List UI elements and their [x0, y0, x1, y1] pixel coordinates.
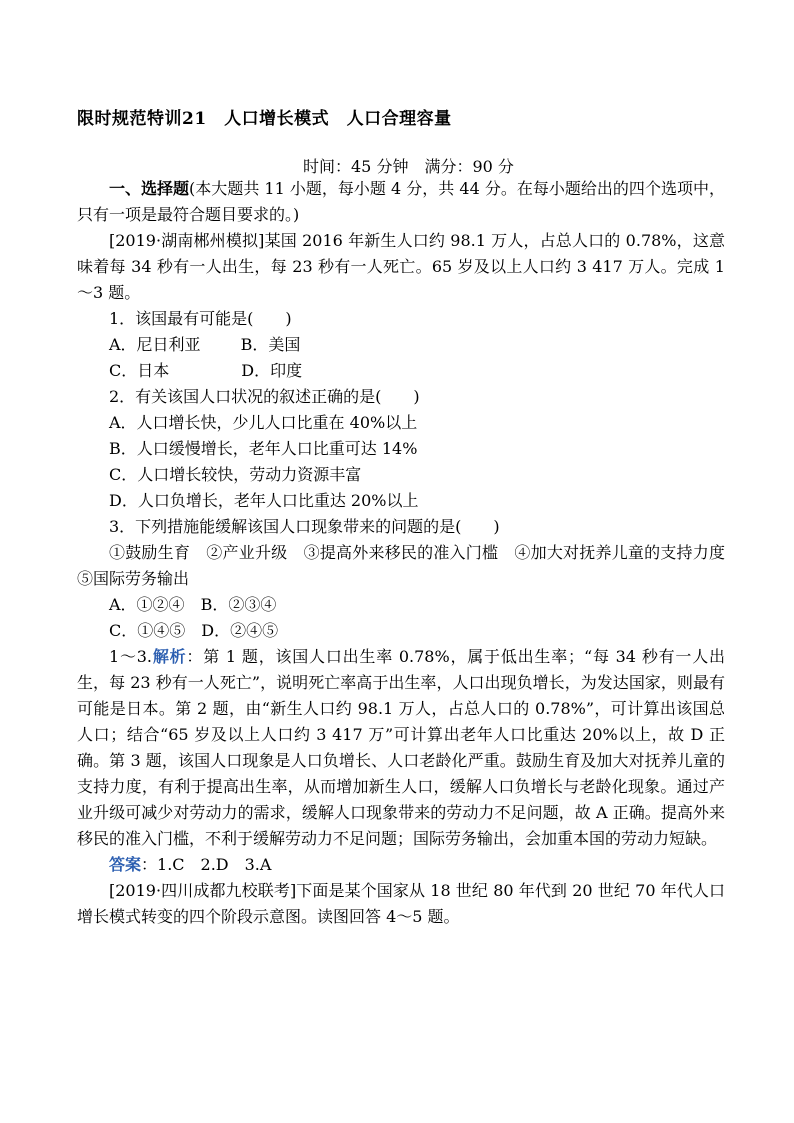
q3-option-c: C．①④⑤ — [109, 621, 186, 640]
section-title: 一、选择题 — [109, 179, 190, 198]
material-paragraph-1: [2019·湖南郴州模拟]某国 2016 年新生人口约 98.1 万人，占总人口的 0.78%，这意味着每 34 秒有一人出生，每 23 秒有一人死亡。65 岁及以上人口约 3 417 万人。完成 1～3 题。 — [77, 231, 725, 302]
question-3-options-row-1 — [77, 592, 725, 618]
q2-option-b: B．人口缓慢增长，老年人口比重可达 14% — [109, 439, 418, 458]
question-1-stem: 1．该国最有可能是( ) — [109, 309, 292, 328]
question-1-options-row-2 — [77, 358, 725, 384]
q2-option-a: A．人口增长快，少儿人口比重在 40%以上 — [109, 413, 418, 432]
q2-option-c: C．人口增长较快，劳动力资源丰富 — [109, 465, 362, 484]
analysis-label: 解析 — [152, 647, 187, 666]
answer-text: ：1.C 2.D 3.A — [141, 855, 272, 874]
question-1-options-row-1 — [77, 332, 725, 358]
section-instructions: (本大题共 11 小题，每小题 4 分，共 44 分。在每小题给出的四个选项中，只有一项是最符合题目要求的。) — [77, 179, 725, 224]
document-body — [77, 176, 742, 930]
question-3-items: ①鼓励生育 ②产业升级 ③提高外来移民的准入门槛 ④加大对抚养儿童的支持力度 ⑤国际劳务输出 — [77, 543, 742, 588]
q1-option-a: A．尼日利亚 — [109, 335, 201, 354]
question-3-options-row-2 — [77, 618, 725, 644]
question-3-stem: 3．下列措施能缓解该国人口现象带来的问题的是( ) — [109, 517, 500, 536]
time-info: 时间：45 分钟 满分：90 分 — [303, 157, 514, 176]
analysis-range: 1～3. — [109, 647, 153, 666]
page-title: 限时规范特训21 人口增长模式 人口合理容量 — [77, 109, 452, 129]
material-paragraph-2: [2019·四川成都九校联考]下面是某个国家从 18 世纪 80 年代到 20 世纪 70 年代人口增长模式转变的四个阶段示意图。读图回答 4～5 题。 — [77, 881, 725, 926]
section-heading — [77, 176, 725, 228]
q3-option-a: A．①②④ — [109, 595, 185, 614]
answer-label: 答案 — [109, 855, 142, 874]
q1-option-d: D．印度 — [241, 361, 303, 380]
q1-option-c: C．日本 — [109, 361, 170, 380]
q3-option-b: B．②③④ — [200, 595, 277, 614]
q2-option-d: D．人口负增长，老年人口比重达 20%以上 — [109, 491, 419, 510]
q1-option-b: B．美国 — [240, 335, 301, 354]
analysis-text: ：第 1 题，该国人口出生率 0.78%，属于低出生率；“每 34 秒有一人出生，每 23 秒有一人死亡”，说明死亡率高于出生率，人口出现负增长，为发达国家，则最有可能是日本。第 2 题，由“新生人口约 98.1 万人，占总人口的 0.78%”，可计算出该国总人口；结合“65 岁及以上人口约 3 417 万”可计算出老年人口比重达 20%以上，故 D 正确。第 3 题，该国人口现象是人口负增长、人口老龄化严重。鼓励生育及加大对抚养儿童的支持力度，有利于提高出生率，从而增加新生人口，缓解人口负增长与老龄化现象。通过产业升级可减少对劳动力的需求，缓解人口现象带来的劳动力不足问题，故 A 正确。提高外来移民的准入门槛，不利于缓解劳动力不足问题；国际劳务输出，会加重本国的劳动力短缺。 — [77, 647, 725, 848]
question-2-stem: 2．有关该国人口状况的叙述正确的是( ) — [109, 387, 420, 406]
analysis-paragraph — [77, 644, 725, 852]
q3-option-d: D．②④⑤ — [201, 621, 279, 640]
answer-line — [77, 852, 725, 878]
